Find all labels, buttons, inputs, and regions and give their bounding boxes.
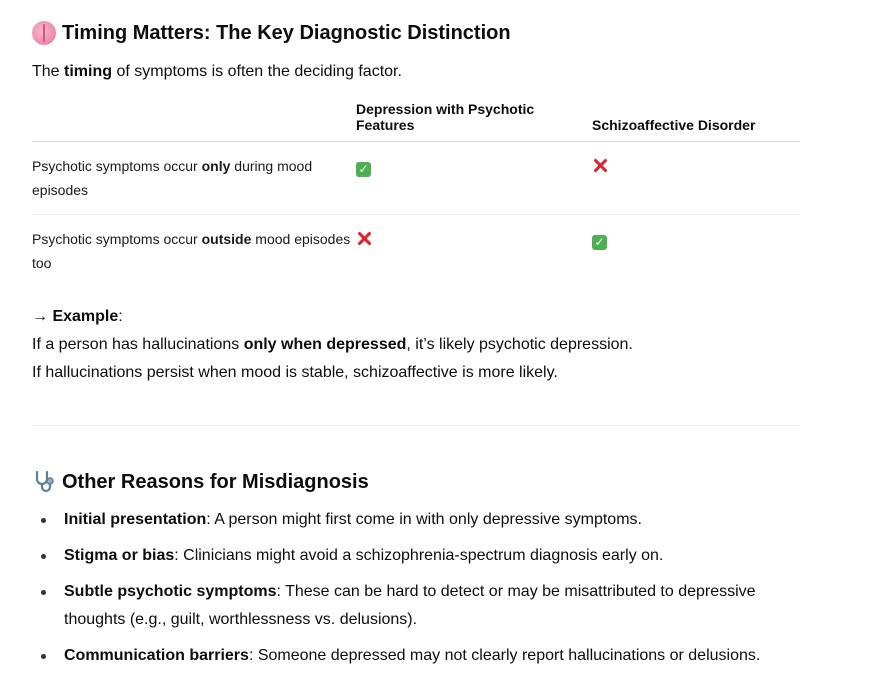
table-cell-criterion bbox=[32, 142, 356, 215]
cell-bold: outside bbox=[201, 231, 252, 247]
example-text: , it’s likely psychotic depression. bbox=[406, 336, 633, 353]
table-cell-criterion bbox=[32, 215, 356, 288]
bullet bbox=[41, 654, 46, 659]
item-text: : A person might first come in with only depressive symptoms. bbox=[206, 511, 642, 528]
cell-text: during mood episodes bbox=[32, 158, 313, 198]
example-colon: : bbox=[118, 308, 123, 325]
list-item bbox=[32, 578, 800, 634]
bullet bbox=[41, 518, 46, 523]
example-block bbox=[32, 303, 633, 387]
item-text: : Clinicians might avoid a schizophrenia-spectrum diagnosis early on. bbox=[174, 547, 664, 564]
list-item bbox=[32, 542, 800, 570]
table-cell-depression bbox=[356, 215, 592, 288]
table-header-depression: Depression with Psychotic Features bbox=[356, 97, 592, 142]
brain-icon bbox=[32, 21, 56, 45]
intro-paragraph bbox=[32, 60, 402, 84]
table-header-row bbox=[32, 97, 800, 142]
cell-text: mood episodes too bbox=[32, 231, 351, 271]
section-title: Timing Matters: The Key Diagnostic Distinction bbox=[62, 22, 511, 44]
example-line-2: If hallucinations persist when mood is stable, schizoaffective is more likely. bbox=[32, 364, 558, 381]
cell-bold: only bbox=[201, 158, 231, 174]
cross-icon bbox=[592, 157, 608, 173]
list-item bbox=[32, 642, 800, 670]
example-line-1 bbox=[32, 331, 633, 359]
intro-text: The bbox=[32, 63, 65, 80]
item-bold: Stigma or bias bbox=[64, 547, 175, 564]
item-bold: Communication barriers bbox=[64, 647, 249, 664]
section-title: Other Reasons for Misdiagnosis bbox=[62, 471, 369, 493]
stethoscope-icon bbox=[32, 470, 56, 494]
cell-text: Psychotic symptoms occur bbox=[32, 231, 202, 247]
item-text: : Someone depressed may not clearly report hallucinations or delusions. bbox=[248, 647, 761, 664]
section-heading-misdiagnosis bbox=[32, 468, 369, 496]
table-cell-schizoaffective bbox=[592, 142, 800, 215]
check-icon: ✓ bbox=[592, 235, 607, 250]
bullet bbox=[41, 554, 46, 559]
example-bold: only when depressed bbox=[243, 336, 407, 353]
item-text: : These can be hard to detect or may be misattributed to depressive thoughts (e.g., guilt, worthlessness vs. delusions). bbox=[64, 583, 756, 628]
example-label-line bbox=[32, 303, 633, 331]
cross-icon bbox=[356, 230, 372, 246]
bullet bbox=[41, 590, 46, 595]
item-bold: Initial presentation bbox=[64, 511, 207, 528]
item-bold: Subtle psychotic symptoms bbox=[64, 583, 277, 600]
comparison-table bbox=[32, 97, 800, 287]
table-cell-depression bbox=[356, 142, 592, 215]
section-heading-timing bbox=[32, 19, 511, 47]
check-icon: ✓ bbox=[356, 162, 371, 177]
table-row bbox=[32, 142, 800, 215]
table-row bbox=[32, 215, 800, 288]
example-label: → Example bbox=[32, 308, 119, 325]
table-header-blank bbox=[32, 97, 356, 142]
table-header-schizoaffective: Schizoaffective Disorder bbox=[592, 97, 800, 142]
example-text: If a person has hallucinations bbox=[32, 336, 244, 353]
intro-text: of symptoms is often the deciding factor. bbox=[112, 63, 402, 80]
divider bbox=[32, 425, 800, 426]
cell-text: Psychotic symptoms occur bbox=[32, 158, 202, 174]
reasons-list bbox=[32, 506, 800, 678]
intro-bold: timing bbox=[64, 63, 113, 80]
list-item bbox=[32, 506, 800, 534]
table-cell-schizoaffective bbox=[592, 215, 800, 288]
